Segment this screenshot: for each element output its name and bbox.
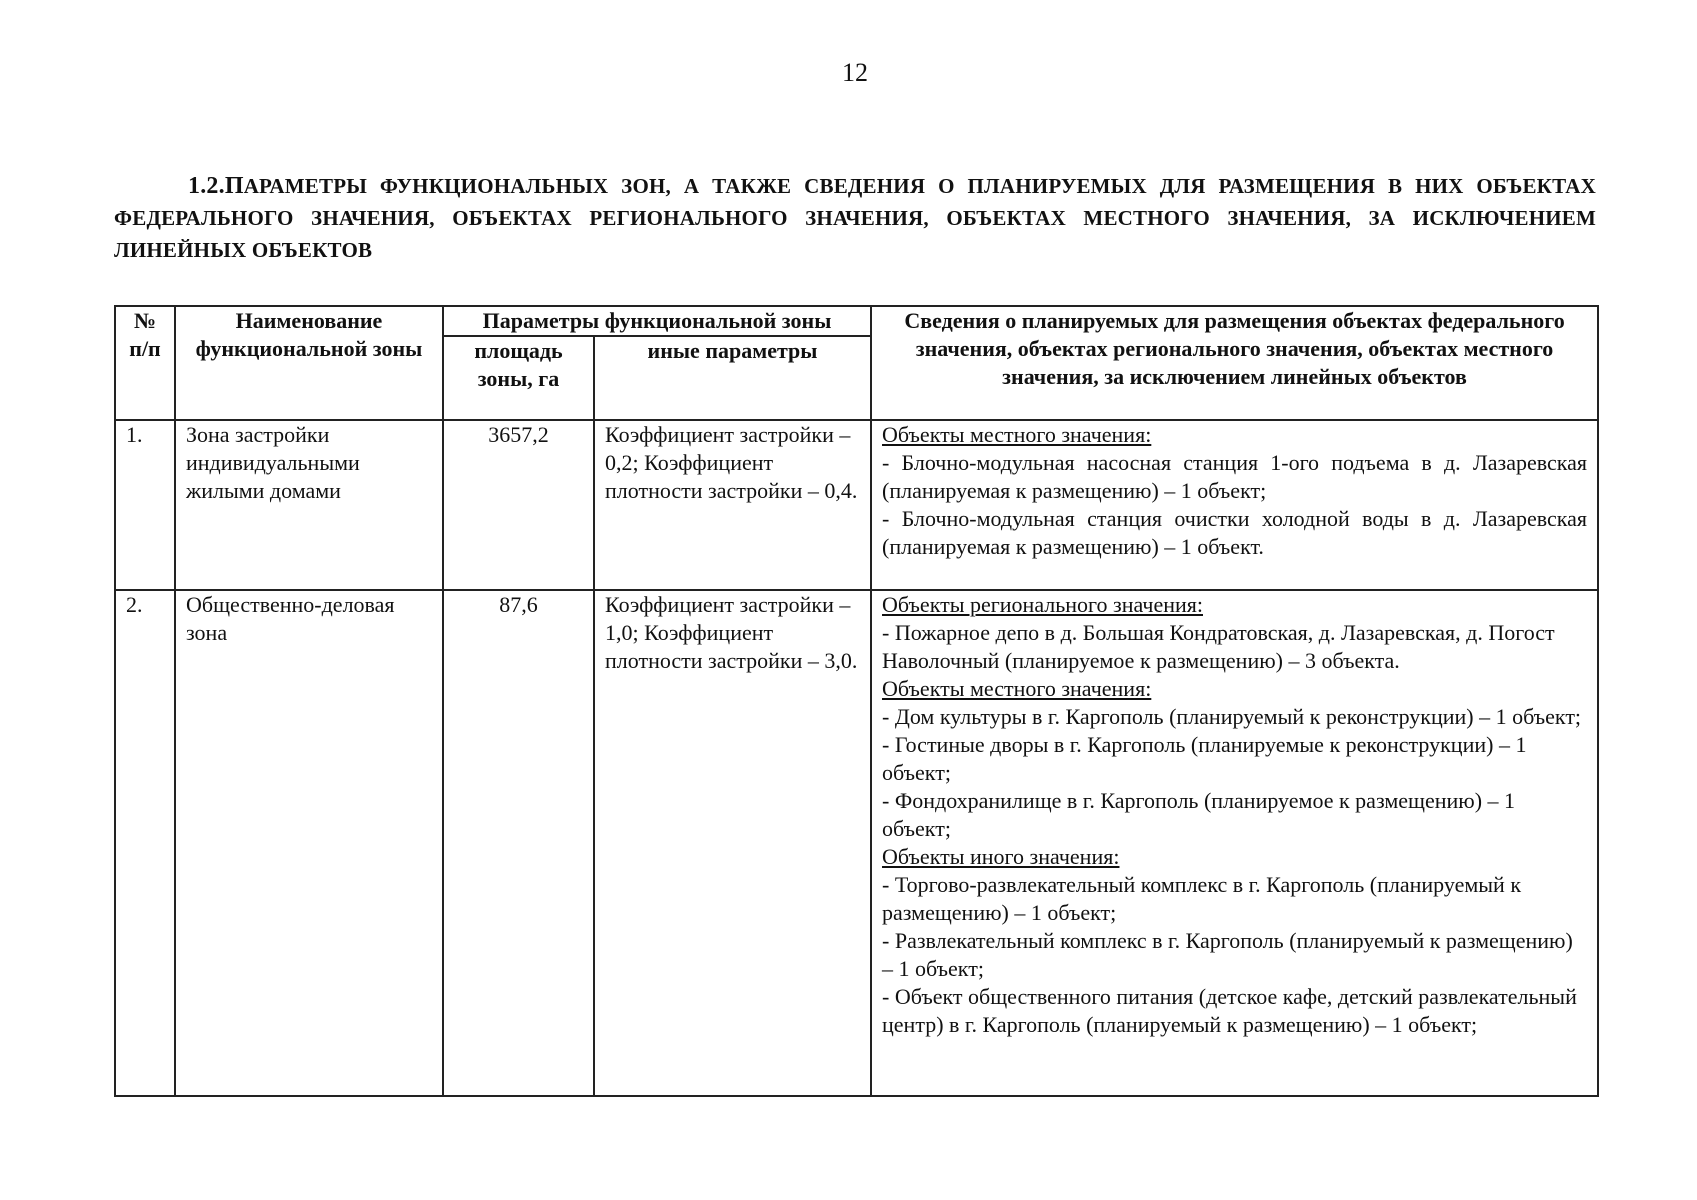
section-number: 1.2.: [188, 173, 225, 199]
row-area: 3657,2: [443, 420, 594, 590]
object-item: - Гостиные дворы в г. Каргополь (планируемые к реконструкции) – 1 объект;: [882, 732, 1527, 785]
header-num: № п/п: [115, 306, 175, 420]
objects-category-heading: Объекты местного значения:: [882, 676, 1152, 701]
object-item: - Объект общественного питания (детское кафе, детский развлекательный центр) в г. Каргополь (планируемый к размещению) – 1 объект;: [882, 984, 1577, 1037]
header-planned-objects: Сведения о планируемых для размещения объектах федерального значения, объектах регионального значения, объектах местного значения, за исключением линейных объектов: [871, 306, 1598, 420]
object-item: - Развлекательный комплекс в г. Каргополь (планируемый к размещению) – 1 объект;: [882, 928, 1573, 981]
object-item: - Пожарное депо в д. Большая Кондратовская, д. Лазаревская, д. Погост Наволочный (планируемое к размещению) – 3 объекта.: [882, 620, 1555, 673]
objects-category-heading: Объекты иного значения:: [882, 844, 1120, 869]
row-area: 87,6: [443, 590, 594, 1096]
object-item: - Дом культуры в г. Каргополь (планируемый к реконструкции) – 1 объект;: [882, 704, 1582, 729]
header-zone-name: Наименование функциональной зоны: [175, 306, 443, 420]
section-heading: [114, 170, 1596, 266]
objects-category-heading: Объекты регионального значения:: [882, 592, 1203, 617]
header-other-params: иные параметры: [594, 336, 871, 420]
objects-category-heading: Объекты местного значения:: [882, 422, 1152, 447]
page-number: 12: [842, 58, 868, 87]
object-item: - Фондохранилище в г. Каргополь (планируемое к размещению) – 1 объект;: [882, 788, 1516, 841]
functional-zones-table: [114, 305, 1599, 1097]
row-other-params: Коэффициент застройки – 0,2; Коэффициент плотности застройки – 0,4.: [594, 420, 871, 590]
row-num: 1.: [115, 420, 175, 590]
row-planned-objects: [871, 420, 1598, 590]
row-planned-objects: [871, 590, 1598, 1096]
object-item: - Блочно-модульная станция очистки холодной воды в д. Лазаревская (планируемая к размещению) – 1 объект.: [882, 506, 1588, 559]
row-other-params: Коэффициент застройки – 1,0; Коэффициент плотности застройки – 3,0.: [594, 590, 871, 1096]
object-item: - Блочно-модульная насосная станция 1-ого подъема в д. Лазаревская (планируемая к размещению) – 1 объект;: [882, 450, 1588, 503]
section-heading-initial: П: [224, 173, 244, 199]
row-zone-name: Зона застройки индивидуальными жилыми домами: [175, 420, 443, 590]
header-area: площадь зоны, га: [443, 336, 594, 420]
row-zone-name: Общественно-деловая зона: [175, 590, 443, 1096]
row-num: 2.: [115, 590, 175, 1096]
table-row: [115, 420, 1598, 590]
header-zone-params: Параметры функциональной зоны: [443, 306, 871, 336]
object-item: - Торгово-развлекательный комплекс в г. Каргополь (планируемый к размещению) – 1 объект;: [882, 872, 1522, 925]
table-row: [115, 590, 1598, 1096]
section-heading-text: АРАМЕТРЫ ФУНКЦИОНАЛЬНЫХ ЗОН, А ТАКЖЕ СВЕДЕНИЯ О ПЛАНИРУЕМЫХ ДЛЯ РАЗМЕЩЕНИЯ В НИХ ОБЪЕКТАХ ФЕДЕРАЛЬНОГО ЗНАЧЕНИЯ, ОБЪЕКТАХ РЕГИОНАЛЬНОГО ЗНАЧЕНИЯ, ОБЪЕКТАХ МЕСТНОГО ЗНАЧЕНИЯ, ЗА ИСКЛЮЧЕНИЕМ ЛИНЕЙНЫХ ОБЪЕКТОВ: [114, 174, 1596, 262]
